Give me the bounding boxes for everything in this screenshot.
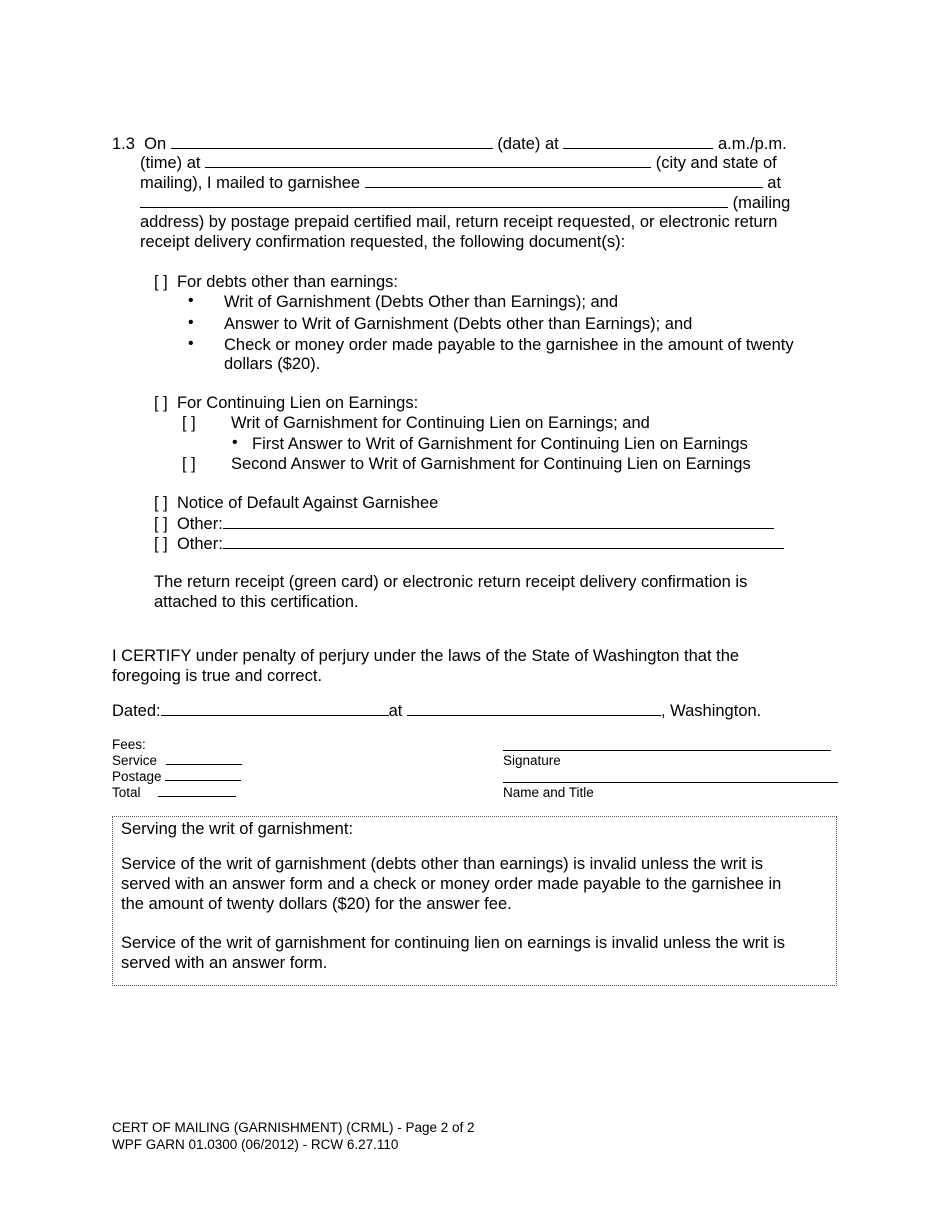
- debts-checkbox[interactable]: [ ]: [154, 273, 168, 291]
- other-checkbox-1[interactable]: [ ]: [154, 515, 168, 533]
- serving-para1-line: Service of the writ of garnishment (debts other than earnings) is invalid unless the writ is: [121, 855, 763, 873]
- second-answer-checkbox[interactable]: [ ]: [182, 455, 196, 473]
- section-line-2: (time) at (city and state of: [140, 154, 777, 172]
- other-row-1: [ ] Other:: [154, 513, 774, 534]
- bullet-icon: •: [232, 434, 238, 451]
- notice-default-checkbox[interactable]: [ ]: [154, 494, 168, 512]
- signature-line[interactable]: [503, 750, 831, 751]
- mailing-address-field[interactable]: [140, 192, 728, 208]
- serving-notice-box: [112, 816, 837, 986]
- garnishee-name-field[interactable]: [365, 172, 763, 188]
- second-answer-item: Second Answer to Writ of Garnishment for Continuing Lien on Earnings: [231, 455, 751, 473]
- section-line-4: (mailing: [140, 192, 790, 213]
- serving-para2-line: served with an answer form.: [121, 954, 328, 972]
- dated-row: Dated: at , Washington.: [112, 702, 762, 720]
- section-line-6: receipt delivery confirmation requested, the following document(s):: [140, 233, 626, 251]
- notice-default-row: [ ] Notice of Default Against Garnishee: [154, 494, 439, 512]
- first-answer-item: First Answer to Writ of Garnishment for Continuing Lien on Earnings: [252, 435, 748, 453]
- bullet-icon: •: [188, 335, 194, 352]
- dated-location-field[interactable]: [407, 700, 661, 716]
- section-line-5: address) by postage prepaid certified mail, return receipt requested, or electronic return: [140, 213, 778, 231]
- other-checkbox-2[interactable]: [ ]: [154, 535, 168, 553]
- footer-line-1: CERT OF MAILING (GARNISHMENT) (CRML) - Page 2 of 2: [112, 1120, 475, 1135]
- serving-para1-line: served with an answer form and a check or money order made payable to the garnishee in: [121, 875, 782, 893]
- debts-heading: [ ] For debts other than earnings:: [154, 273, 398, 291]
- debts-item: Answer to Writ of Garnishment (Debts other than Earnings); and: [224, 315, 693, 333]
- debts-item: Check or money order made payable to the garnishee in the amount of twenty: [224, 336, 794, 354]
- fees-postage-row: Postage: [112, 769, 241, 785]
- other-field-2[interactable]: [223, 533, 784, 549]
- continuing-checkbox[interactable]: [ ]: [154, 394, 168, 412]
- fees-total-row: Total: [112, 785, 236, 801]
- writ-checkbox[interactable]: [ ]: [182, 414, 196, 432]
- date-field[interactable]: [171, 133, 493, 149]
- section-number: 1.3: [112, 135, 135, 153]
- city-state-field[interactable]: [205, 152, 651, 168]
- bullet-icon: •: [188, 292, 194, 309]
- name-title-line[interactable]: [503, 782, 838, 783]
- total-fee-field[interactable]: [158, 785, 236, 797]
- fees-service-row: Service: [112, 753, 242, 769]
- section-line-1: 1.3 On (date) at a.m./p.m.: [112, 135, 787, 153]
- return-receipt-line-1: The return receipt (green card) or electronic return receipt delivery confirmation is: [154, 573, 748, 591]
- footer-line-2: WPF GARN 01.0300 (06/2012) - RCW 6.27.110: [112, 1137, 399, 1152]
- section-line-3: mailing), I mailed to garnishee at: [140, 174, 782, 192]
- debts-item: Writ of Garnishment (Debts Other than Earnings); and: [224, 293, 619, 311]
- service-fee-field[interactable]: [166, 753, 242, 765]
- name-title-label: Name and Title: [503, 785, 594, 800]
- serving-para1-line: the amount of twenty dollars ($20) for the answer fee.: [121, 895, 512, 913]
- debts-item: dollars ($20).: [224, 355, 321, 373]
- other-field-1[interactable]: [223, 513, 774, 529]
- postage-fee-field[interactable]: [165, 769, 241, 781]
- return-receipt-line-2: attached to this certification.: [154, 593, 359, 611]
- fees-title: Fees:: [112, 737, 146, 752]
- bullet-icon: •: [188, 314, 194, 331]
- dated-field[interactable]: [161, 700, 389, 716]
- certify-line-2: foregoing is true and correct.: [112, 667, 323, 685]
- serving-box-title: Serving the writ of garnishment:: [121, 820, 354, 838]
- writ-item: Writ of Garnishment for Continuing Lien on Earnings; and: [231, 414, 650, 432]
- serving-para2-line: Service of the writ of garnishment for continuing lien on earnings is invalid unless the writ is: [121, 934, 785, 952]
- time-field[interactable]: [563, 133, 713, 149]
- signature-label: Signature: [503, 753, 561, 768]
- certify-line-1: I CERTIFY under penalty of perjury under the laws of the State of Washington that the: [112, 647, 740, 665]
- continuing-heading: [ ] For Continuing Lien on Earnings:: [154, 394, 419, 412]
- other-row-2: [ ] Other:: [154, 533, 784, 554]
